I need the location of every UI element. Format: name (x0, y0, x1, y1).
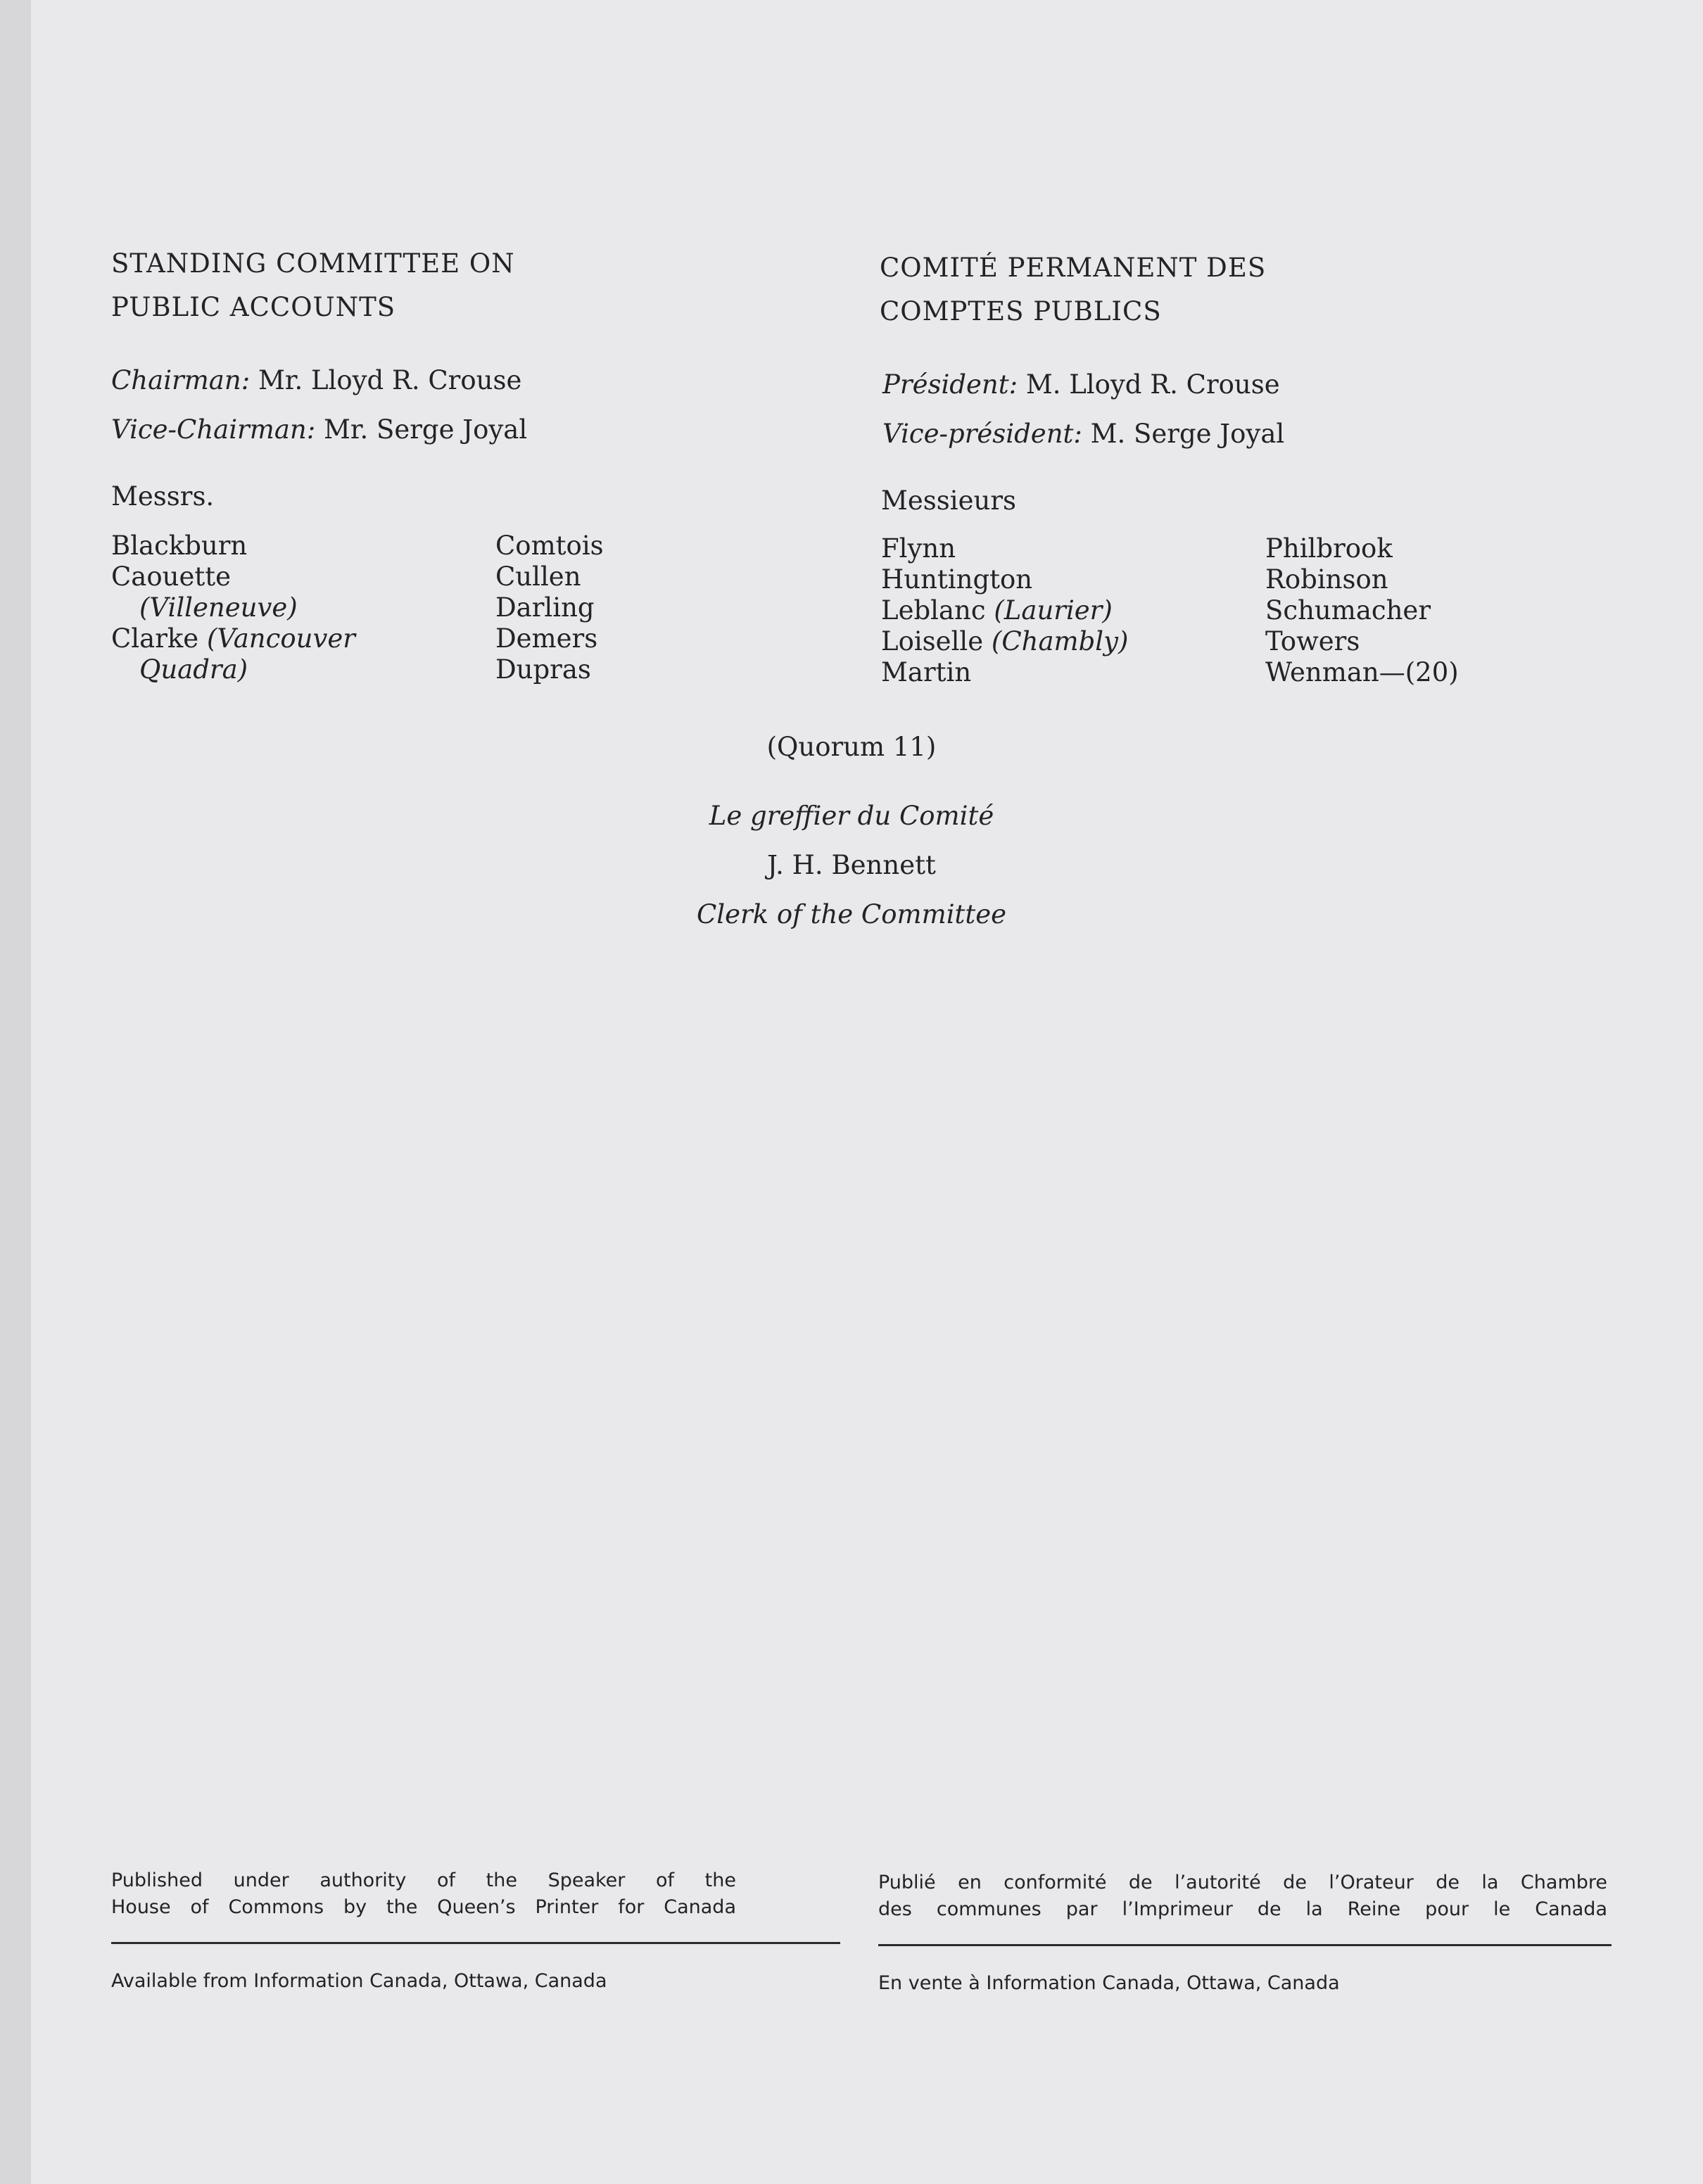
quorum-line: (Quorum 11) (766, 732, 937, 762)
member-name: Leblanc (881, 595, 986, 626)
member-riding: (Laurier) (994, 595, 1113, 626)
president-label: Président: (882, 369, 1018, 400)
clerk-name: J. H. Bennett (767, 850, 936, 880)
vice-president-line (882, 418, 1284, 450)
members-column-4 (1265, 533, 1459, 688)
vice-president-label: Vice-président: (882, 419, 1082, 449)
english-publication-notice (111, 1867, 736, 1921)
member-name: Cullen (495, 561, 581, 592)
english-committee-heading (111, 242, 515, 329)
members-column-1 (111, 531, 355, 685)
members-column-3 (881, 533, 1128, 688)
english-published-line2: House of Commons by the Queen’s Printer for Canada (111, 1896, 736, 1918)
member-name: Blackburn (111, 531, 248, 561)
english-availability: Available from Information Canada, Ottawa, Canada (111, 1970, 607, 1992)
french-committee-heading (880, 246, 1266, 334)
member-name: Dupras (495, 654, 591, 685)
chairman-label: Chairman: (111, 365, 251, 395)
french-footer-rule (878, 1944, 1612, 1946)
chairman-name: Mr. Lloyd R. Crouse (258, 365, 522, 395)
chairman-line (111, 364, 521, 397)
vice-chairman-line (111, 414, 527, 446)
english-footer-rule (111, 1942, 840, 1944)
member-name: Caouette (111, 561, 232, 592)
english-heading-line1: STANDING COMMITTEE ON (111, 248, 515, 279)
member-name: Demers (495, 623, 598, 654)
french-heading-line1: COMITÉ PERMANENT DES (880, 253, 1267, 283)
vice-chairman-name: Mr. Serge Joyal (323, 414, 528, 445)
members-column-2 (495, 531, 604, 685)
member-name: Philbrook (1265, 533, 1393, 564)
page-spine (0, 0, 31, 2184)
french-publication-notice (878, 1869, 1607, 1923)
french-members-label: Messieurs (881, 485, 1016, 516)
member-name: Clarke (111, 623, 199, 654)
member-name: Towers (1265, 626, 1360, 656)
clerk-french-title: Le greffier du Comité (709, 801, 994, 831)
clerk-english-title: Clerk of the Committee (696, 899, 1007, 929)
member-name: Flynn (881, 533, 956, 564)
french-availability: En vente à Information Canada, Ottawa, Canada (878, 1972, 1340, 1994)
member-riding: Quadra) (139, 654, 248, 685)
member-name: Schumacher (1265, 595, 1431, 626)
member-name: Wenman—(20) (1265, 657, 1459, 687)
english-members-label: Messrs. (111, 481, 215, 512)
member-name: Darling (495, 592, 595, 623)
member-riding: (Villeneuve) (139, 592, 298, 623)
english-heading-line2: PUBLIC ACCOUNTS (111, 292, 396, 322)
vice-chairman-label: Vice-Chairman: (111, 414, 316, 445)
member-name: Comtois (495, 531, 604, 561)
member-name: Huntington (881, 564, 1033, 595)
member-riding: (Vancouver (206, 623, 355, 654)
president-name: M. Lloyd R. Crouse (1025, 369, 1280, 400)
vice-president-name: M. Serge Joyal (1090, 419, 1285, 449)
french-heading-line2: COMPTES PUBLICS (880, 296, 1162, 326)
member-riding: (Chambly) (991, 626, 1129, 656)
member-name: Martin (881, 657, 972, 687)
french-published-line2: des communes par l’Imprimeur de la Reine pour le Canada (878, 1898, 1607, 1920)
french-published-line1: Publié en conformité de l’autorité de l’Orateur de la Chambre (878, 1872, 1607, 1893)
member-name: Robinson (1265, 564, 1388, 595)
president-line (882, 369, 1280, 401)
member-name: Loiselle (881, 626, 984, 656)
english-published-line1: Published under authority of the Speaker of the (111, 1869, 736, 1891)
